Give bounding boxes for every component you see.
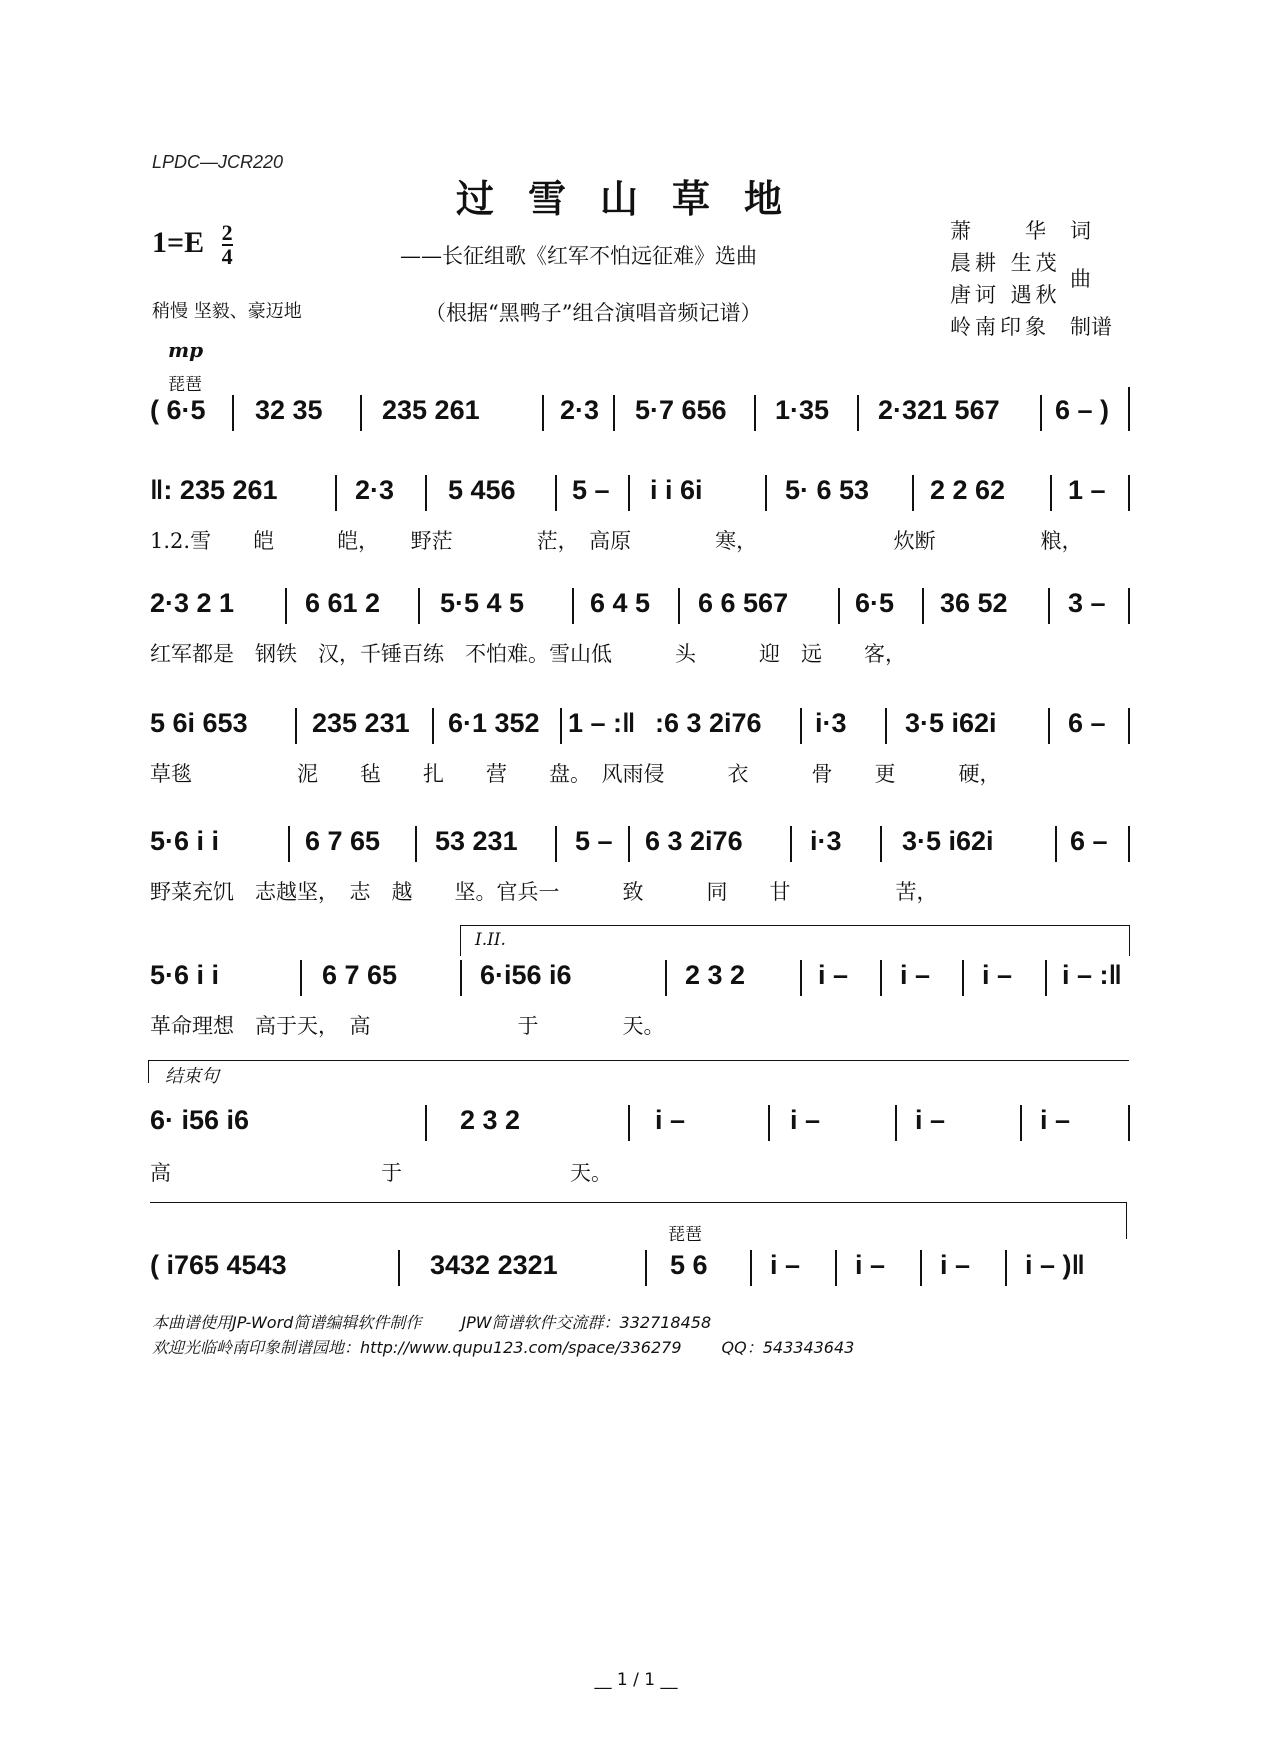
measure: 6 6 567 <box>698 588 789 618</box>
score-line-6 <box>150 960 1130 1060</box>
role-music: 曲 <box>1070 267 1091 291</box>
measure: 3·5 i62i <box>902 826 994 856</box>
coda-bracket <box>148 1060 1129 1083</box>
volta-label: I.II. <box>475 930 506 950</box>
dynamic-mp: mp <box>168 338 204 362</box>
instrument-label: 琵琶 <box>168 375 202 395</box>
measure: 1·35 <box>775 395 830 425</box>
measure: i – <box>770 1250 801 1280</box>
measure: 36 52 <box>940 588 1008 618</box>
measure: i·3 <box>815 708 847 738</box>
measure: 1 – :‖ <box>568 708 636 738</box>
score-line-4 <box>150 708 1130 808</box>
footer <box>152 1310 894 1360</box>
song-title: 过雪山草地 <box>455 176 816 221</box>
measure: 6 3 2i76 <box>645 826 743 856</box>
measure: 2·321 567 <box>878 395 1000 425</box>
measure: i·3 <box>810 826 842 856</box>
page-number: __ 1 / 1 __ <box>594 1670 678 1690</box>
time-sig-bottom: 4 <box>221 244 233 269</box>
measure: i – :‖ <box>1062 960 1122 990</box>
measure: i – <box>855 1250 886 1280</box>
measure: i – <box>655 1105 686 1135</box>
measure: 235 231 <box>312 708 410 738</box>
key: 1=E <box>152 225 205 259</box>
measure: 3 – <box>1068 588 1106 618</box>
measure: 6 4 5 <box>590 588 651 618</box>
measure: i – <box>818 960 849 990</box>
lyrics-line: 1.2.雪 皑 皑， 野茫 茫， 高原 寒， 炊断 粮， <box>150 529 1083 553</box>
measure: 5 6 <box>670 1250 708 1280</box>
measure: 3432 2321 <box>430 1250 558 1280</box>
measure: 6 7 65 <box>322 960 398 990</box>
time-sig-top: 2 <box>221 220 233 245</box>
measure: 2 2 62 <box>930 475 1006 505</box>
composer-2: 唐诃 遇秋 <box>950 283 1061 307</box>
measure: 2·3 2 1 <box>150 588 235 618</box>
lyrics-line: 草毯 泥 毡 扎 营 盘。 风雨侵 衣 骨 更 硬， <box>150 762 1001 786</box>
measure: :6 3 2i76 <box>655 708 762 738</box>
coda-label: 结束句 <box>165 1066 219 1087</box>
score-line-5 <box>150 826 1130 926</box>
measure: 6 61 2 <box>305 588 381 618</box>
key-signature <box>152 222 233 268</box>
footer-group: JPW简谱软件交流群：332718458 <box>461 1313 712 1332</box>
measure: ( i765 4543 <box>150 1250 287 1280</box>
measure: 5·6 i i <box>150 960 220 990</box>
credits <box>950 215 1112 343</box>
measure: 5 – <box>575 826 613 856</box>
measure: 32 35 <box>255 395 323 425</box>
role-arranger: 制谱 <box>1070 315 1112 339</box>
outro-bracket <box>150 1202 1127 1239</box>
measure: 6 7 65 <box>305 826 381 856</box>
measure: 2 3 2 <box>460 1105 521 1135</box>
measure: 6 – <box>1068 708 1106 738</box>
lyrics-line: 革命理想 高于天， 高 于 天。 <box>150 1014 665 1038</box>
lyrics-line: 红军都是 钢铁 汉，千锤百练 不怕难。雪山低 头 迎 远 客， <box>150 642 906 666</box>
measure: i i 6i <box>650 475 703 505</box>
tempo-marking: 稍慢 坚毅、豪迈地 <box>152 301 302 322</box>
measure: 5 456 <box>448 475 516 505</box>
measure: i – <box>1040 1105 1071 1135</box>
measure: 53 231 <box>435 826 518 856</box>
measure: 5·6 i i <box>150 826 220 856</box>
measure: 5· 6 53 <box>785 475 870 505</box>
measure: 6· i56 i6 <box>150 1105 250 1135</box>
measure: 2·3 <box>560 395 600 425</box>
measure: 6 – <box>1070 826 1108 856</box>
measure: i – <box>900 960 931 990</box>
measure: 5 6i 653 <box>150 708 248 738</box>
measure: 2 3 2 <box>685 960 746 990</box>
measure: 5 – <box>572 475 610 505</box>
composer-1: 晨耕 生茂 <box>950 251 1061 275</box>
transcription-note: （根据“黑鸭子”组合演唱音频记谱） <box>425 301 762 325</box>
score-line-7 <box>150 1105 1130 1205</box>
measure: i – <box>940 1250 971 1280</box>
measure: 235 261 <box>382 395 480 425</box>
volta-bracket <box>460 925 1130 956</box>
subtitle: ——长征组歌《红军不怕远征难》选曲 <box>400 244 757 268</box>
role-lyrics: 词 <box>1070 219 1091 243</box>
time-signature <box>222 222 233 268</box>
footer-website[interactable]: 欢迎光临岭南印象制谱园地：http://www.qupu123.com/space/336279 <box>152 1338 682 1357</box>
lyrics-line: 高 于 天。 <box>150 1161 612 1185</box>
instrument-label-outro: 琵琶 <box>668 1225 702 1245</box>
measure: 3·5 i62i <box>905 708 997 738</box>
measure: 6 – ) <box>1055 395 1110 425</box>
measure: 6·i56 i6 <box>480 960 572 990</box>
measure: i – <box>790 1105 821 1135</box>
measure: 2·3 <box>355 475 395 505</box>
measure: 5·7 656 <box>635 395 727 425</box>
score-line-3 <box>150 588 1130 688</box>
measure: i – )‖ <box>1025 1250 1085 1280</box>
lyricist: 萧 华 <box>950 219 1050 243</box>
lyrics-line: 野菜充饥 志越坚， 志 越 坚。官兵一 致 同 甘 苦， <box>150 880 938 904</box>
score-code: LPDC—JCR220 <box>152 152 284 172</box>
arranger: 岭南印象 <box>950 315 1050 339</box>
footer-software: 本曲谱使用JP-Word简谱编辑软件制作 <box>152 1313 422 1332</box>
measure: 1 – <box>1068 475 1106 505</box>
measure: i – <box>915 1105 946 1135</box>
measure: 5·5 4 5 <box>440 588 525 618</box>
measure: 6·5 <box>855 588 895 618</box>
score-line-2 <box>150 475 1130 575</box>
measure: i – <box>982 960 1013 990</box>
measure: ‖: 235 261 <box>150 475 278 505</box>
measure: ( 6·5 <box>150 395 206 425</box>
footer-qq: QQ：543343643 <box>721 1338 855 1357</box>
measure: 6·1 352 <box>448 708 540 738</box>
